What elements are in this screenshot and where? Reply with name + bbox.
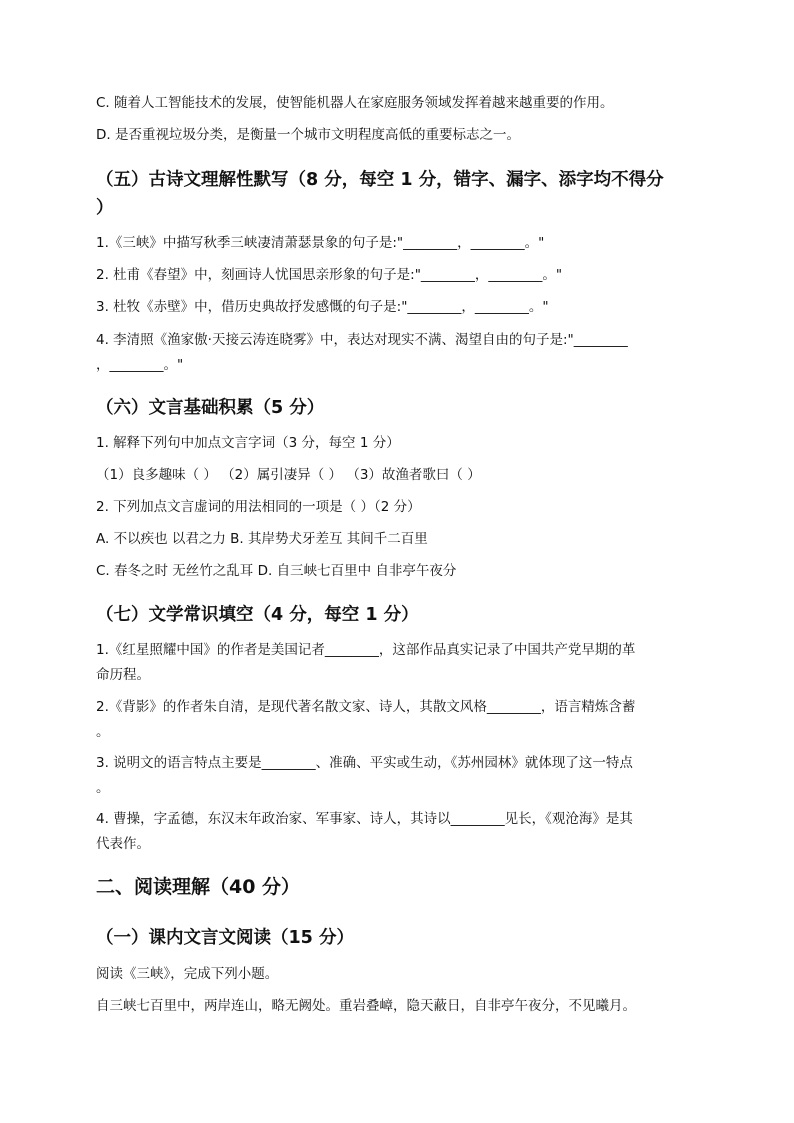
question-6-1-items: （1）良多趣味（ ） （2）属引凄异（ ） （3）故渔者歌曰（ ）: [96, 467, 481, 483]
question-5-4: 4. 李清照《渔家傲·天接云涛连晓雾》中，表达对现实不满、渴望自由的句子是:"________: [96, 332, 628, 348]
question-7-1: 1.《红星照耀中国》的作者是美国记者________，这部作品真实记录了中国共产党早期的革: [96, 642, 636, 658]
subsection-1-heading: （一）课内文言文阅读（15 分）: [96, 928, 354, 948]
option-c: C. 随着人工智能技术的发展，使智能机器人在家庭服务领域发挥着越来越重要的作用。: [96, 95, 614, 111]
question-6-2-ab: A. 不以疾也 以君之力 B. 其岸势犬牙差互 其间千二百里: [96, 531, 428, 547]
question-7-3-cont: 。: [96, 780, 110, 796]
question-5-2: 2. 杜甫《春望》中，刻画诗人忧国思亲形象的句子是:"________，________。": [96, 267, 563, 283]
part-2-heading: 二、阅读理解（40 分）: [96, 876, 301, 898]
section-5-heading: （五）古诗文理解性默写（8 分，每空 1 分，错字、漏字、添字均不得分: [96, 170, 664, 190]
section-6-heading: （六）文言基础积累（5 分）: [96, 398, 325, 418]
question-7-4-cont: 代表作。: [96, 836, 150, 852]
section-7-heading: （七）文学常识填空（4 分，每空 1 分）: [96, 605, 419, 625]
question-5-4-cont: ，________。": [96, 357, 184, 373]
question-7-2: 2.《背影》的作者朱自清，是现代著名散文家、诗人，其散文风格________，语言精炼含蓄: [96, 699, 636, 715]
section-5-heading-cont: ）: [96, 198, 114, 218]
question-5-3: 3. 杜牧《赤壁》中，借历史典故抒发感慨的句子是:"________，________。": [96, 299, 549, 315]
question-5-1: 1.《三峡》中描写秋季三峡凄清萧瑟景象的句子是:"________，________。": [96, 235, 545, 251]
question-7-4: 4. 曹操，字孟德，东汉末年政治家、军事家、诗人，其诗以________见长，《观沧海》是其: [96, 811, 633, 827]
question-6-1: 1. 解释下列句中加点文言字词（3 分，每空 1 分）: [96, 435, 400, 451]
question-7-2-cont: 。: [96, 724, 110, 740]
question-7-1-cont: 命历程。: [96, 667, 150, 683]
question-7-3: 3. 说明文的语言特点主要是________、准确、平实或生动，《苏州园林》就体现了这一特点: [96, 755, 633, 771]
reading-passage: 自三峡七百里中，两岸连山，略无阙处。重岩叠嶂，隐天蔽日，自非亭午夜分，不见曦月。: [96, 998, 636, 1014]
question-6-2: 2. 下列加点文言虚词的用法相同的一项是（ ）（2 分）: [96, 499, 421, 515]
question-6-2-cd: C. 春冬之时 无丝竹之乱耳 D. 自三峡七百里中 自非亭午夜分: [96, 563, 457, 579]
reading-instruction: 阅读《三峡》，完成下列小题。: [96, 966, 279, 982]
option-d: D. 是否重视垃圾分类，是衡量一个城市文明程度高低的重要标志之一。: [96, 127, 520, 143]
